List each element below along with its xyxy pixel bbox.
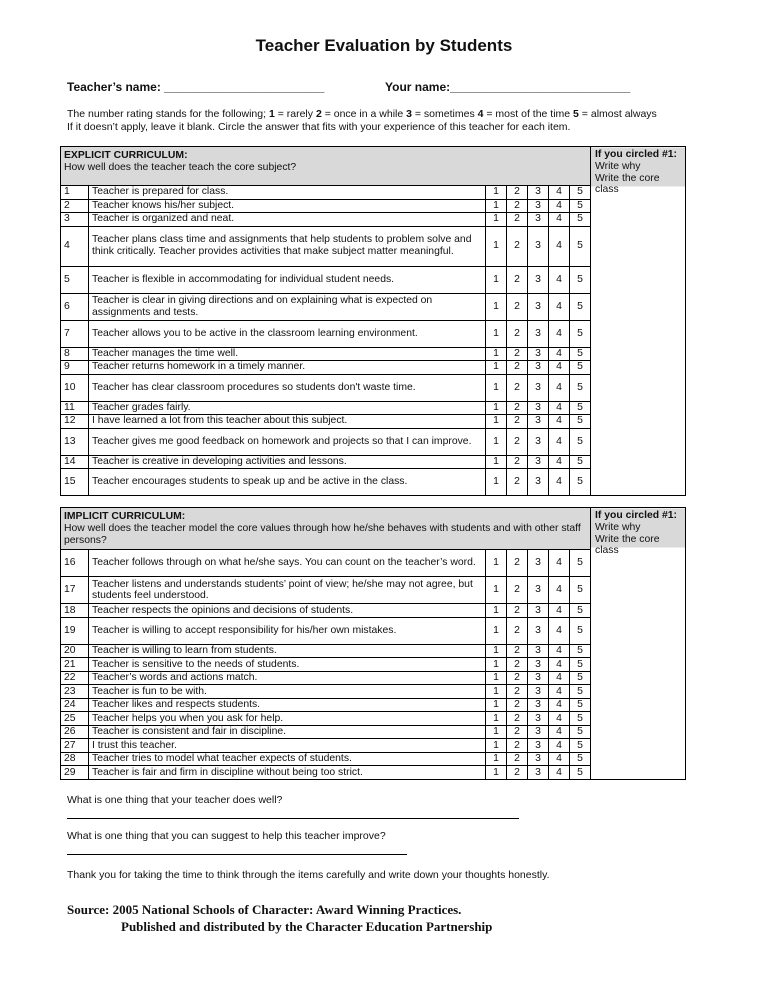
item-statement: Teacher is creative in developing activities and lessons.	[89, 455, 486, 469]
rating-option-1[interactable]: 1	[486, 550, 507, 577]
item-number: 22	[61, 671, 89, 685]
rating-option-2[interactable]: 2	[507, 361, 528, 375]
item-number: 18	[61, 604, 89, 618]
rating-option-3[interactable]: 3	[528, 226, 549, 266]
side-note-title: If you circled #1:	[595, 149, 677, 160]
rating-option-3[interactable]: 3	[528, 725, 549, 739]
rating-option-1[interactable]: 1	[486, 604, 507, 618]
rating-option-3[interactable]: 3	[528, 415, 549, 429]
rating-option-4[interactable]: 4	[549, 644, 570, 658]
rating-option-3[interactable]: 3	[528, 401, 549, 415]
rating-option-2[interactable]: 2	[507, 401, 528, 415]
item-statement: Teacher allows you to be active in the classroom learning environment.	[89, 320, 486, 347]
rating-option-2[interactable]: 2	[507, 685, 528, 699]
rating-option-2[interactable]: 2	[507, 725, 528, 739]
item-statement: Teacher has clear classroom procedures so students don't waste time.	[89, 374, 486, 401]
rating-option-5[interactable]: 5	[570, 213, 591, 227]
rating-option-2[interactable]: 2	[507, 698, 528, 712]
rating-option-3[interactable]: 3	[528, 199, 549, 213]
implicit-header-row	[61, 508, 686, 550]
item-number: 19	[61, 617, 89, 644]
rating-option-3[interactable]: 3	[528, 374, 549, 401]
rating-option-2[interactable]: 2	[507, 320, 528, 347]
rating-option-3[interactable]: 3	[528, 550, 549, 577]
item-number: 8	[61, 347, 89, 361]
rating-option-2[interactable]: 2	[507, 186, 528, 200]
item-statement: Teacher knows his/her subject.	[89, 199, 486, 213]
item-statement: Teacher’s words and actions match.	[89, 671, 486, 685]
rating-option-4[interactable]: 4	[549, 698, 570, 712]
rating-option-2[interactable]: 2	[507, 293, 528, 320]
implicit-comment-column[interactable]	[591, 508, 686, 780]
item-statement: I trust this teacher.	[89, 739, 486, 753]
rating-option-4[interactable]: 4	[549, 428, 570, 455]
item-number: 12	[61, 415, 89, 429]
rating-option-5[interactable]: 5	[570, 577, 591, 604]
rating-option-2[interactable]: 2	[507, 213, 528, 227]
instructions	[67, 108, 747, 134]
item-statement: Teacher is fun to be with.	[89, 685, 486, 699]
item-statement: Teacher is willing to learn from students.	[89, 644, 486, 658]
rating-option-4[interactable]: 4	[549, 617, 570, 644]
rating-option-5[interactable]: 5	[570, 415, 591, 429]
rating-option-2[interactable]: 2	[507, 644, 528, 658]
rating-option-4[interactable]: 4	[549, 752, 570, 766]
item-statement: Teacher is organized and neat.	[89, 213, 486, 227]
rating-option-1[interactable]: 1	[486, 320, 507, 347]
item-number: 3	[61, 213, 89, 227]
rating-option-3[interactable]: 3	[528, 712, 549, 726]
scale-num-2: 2	[315, 108, 322, 120]
scale-text-3: = sometimes	[411, 108, 478, 120]
item-number: 11	[61, 401, 89, 415]
item-number: 29	[61, 766, 89, 780]
rating-option-1[interactable]: 1	[486, 401, 507, 415]
rating-option-1[interactable]: 1	[486, 226, 507, 266]
rating-option-4[interactable]: 4	[549, 766, 570, 780]
explicit-heading: EXPLICIT CURRICULUM:	[64, 150, 188, 161]
scale-text-2: = once in a while	[321, 108, 407, 120]
answer-line-improve[interactable]	[67, 854, 407, 855]
rating-option-1[interactable]: 1	[486, 199, 507, 213]
rating-option-5[interactable]: 5	[570, 320, 591, 347]
rating-option-4[interactable]: 4	[549, 604, 570, 618]
item-statement: Teacher tries to model what teacher expects of students.	[89, 752, 486, 766]
item-statement: Teacher grades fairly.	[89, 401, 486, 415]
rating-option-5[interactable]: 5	[570, 752, 591, 766]
rating-option-5[interactable]: 5	[570, 199, 591, 213]
rating-option-2[interactable]: 2	[507, 266, 528, 293]
rating-option-5[interactable]: 5	[570, 347, 591, 361]
item-statement: Teacher helps you when you ask for help.	[89, 712, 486, 726]
item-statement: Teacher is consistent and fair in discipline.	[89, 725, 486, 739]
item-number: 21	[61, 658, 89, 672]
explicit-subheading: How well does the teacher teach the core subject?	[64, 161, 297, 173]
question-does-well: What is one thing that your teacher does well?	[67, 794, 283, 806]
rating-option-2[interactable]: 2	[507, 766, 528, 780]
rating-option-1[interactable]: 1	[486, 455, 507, 469]
rating-option-3[interactable]: 3	[528, 698, 549, 712]
rating-option-4[interactable]: 4	[549, 374, 570, 401]
rating-option-1[interactable]: 1	[486, 469, 507, 496]
rating-option-5[interactable]: 5	[570, 293, 591, 320]
rating-option-4[interactable]: 4	[549, 213, 570, 227]
rating-option-2[interactable]: 2	[507, 226, 528, 266]
scale-text-1: = rarely	[274, 108, 316, 120]
rating-option-5[interactable]: 5	[570, 428, 591, 455]
your-name-field[interactable]: Your name:___________________________	[385, 80, 631, 94]
rating-option-2[interactable]: 2	[507, 415, 528, 429]
rating-option-3[interactable]: 3	[528, 685, 549, 699]
rating-option-4[interactable]: 4	[549, 361, 570, 375]
rating-option-3[interactable]: 3	[528, 186, 549, 200]
side-note-title: If you circled #1:	[595, 510, 677, 521]
side-note-class: Write the core class	[595, 533, 660, 557]
item-number: 2	[61, 199, 89, 213]
item-statement: Teacher likes and respects students.	[89, 698, 486, 712]
scale-num-5: 5	[573, 108, 579, 120]
item-statement: Teacher manages the time well.	[89, 347, 486, 361]
item-number: 14	[61, 455, 89, 469]
explicit-header-row	[61, 147, 686, 186]
rating-option-3[interactable]: 3	[528, 469, 549, 496]
item-number: 26	[61, 725, 89, 739]
rating-option-1[interactable]: 1	[486, 725, 507, 739]
rating-option-5[interactable]: 5	[570, 604, 591, 618]
rating-option-4[interactable]: 4	[549, 401, 570, 415]
rating-option-4[interactable]: 4	[549, 725, 570, 739]
scale-num-1: 1	[268, 108, 275, 120]
rating-option-5[interactable]: 5	[570, 698, 591, 712]
rating-option-5[interactable]: 5	[570, 658, 591, 672]
rating-option-1[interactable]: 1	[486, 213, 507, 227]
rating-option-2[interactable]: 2	[507, 577, 528, 604]
explicit-comment-column[interactable]	[591, 147, 686, 496]
implicit-curriculum-table	[60, 507, 686, 780]
rating-option-3[interactable]: 3	[528, 739, 549, 753]
item-statement: I have learned a lot from this teacher about this subject.	[89, 415, 486, 429]
rating-option-2[interactable]: 2	[507, 604, 528, 618]
rating-option-3[interactable]: 3	[528, 752, 549, 766]
item-statement: Teacher gives me good feedback on homework and projects so that I can improve.	[89, 428, 486, 455]
item-statement: Teacher is willing to accept responsibility for his/her own mistakes.	[89, 617, 486, 644]
item-statement: Teacher follows through on what he/she says. You can count on the teacher’s word.	[89, 550, 486, 577]
explicit-curriculum-table	[60, 146, 686, 496]
item-statement: Teacher is fair and firm in discipline without being too strict.	[89, 766, 486, 780]
item-statement: Teacher respects the opinions and decisions of students.	[89, 604, 486, 618]
item-statement: Teacher is prepared for class.	[89, 186, 486, 200]
rating-option-1[interactable]: 1	[486, 374, 507, 401]
rating-option-4[interactable]: 4	[549, 550, 570, 577]
rating-option-3[interactable]: 3	[528, 266, 549, 293]
item-number: 23	[61, 685, 89, 699]
item-number: 5	[61, 266, 89, 293]
side-note-why: Write why	[595, 160, 641, 172]
rating-option-5[interactable]: 5	[570, 469, 591, 496]
rating-option-5[interactable]: 5	[570, 739, 591, 753]
rating-option-4[interactable]: 4	[549, 226, 570, 266]
question-improve: What is one thing that you can suggest to help this teacher improve?	[67, 830, 386, 842]
rating-option-4[interactable]: 4	[549, 577, 570, 604]
rating-option-5[interactable]: 5	[570, 401, 591, 415]
rating-option-5[interactable]: 5	[570, 671, 591, 685]
source-line-2: Published and distributed by the Character Education Partnership	[121, 919, 493, 934]
scale-text-4: = most of the time	[483, 108, 574, 120]
rating-option-2[interactable]: 2	[507, 455, 528, 469]
item-statement: Teacher is flexible in accommodating for individual student needs.	[89, 266, 486, 293]
item-number: 13	[61, 428, 89, 455]
rating-option-1[interactable]: 1	[486, 577, 507, 604]
scale-prefix: The number rating stands for the following;	[67, 108, 269, 120]
rating-option-1[interactable]: 1	[486, 293, 507, 320]
rating-option-4[interactable]: 4	[549, 739, 570, 753]
rating-option-5[interactable]: 5	[570, 617, 591, 644]
rating-option-2[interactable]: 2	[507, 428, 528, 455]
rating-option-2[interactable]: 2	[507, 739, 528, 753]
rating-option-5[interactable]: 5	[570, 644, 591, 658]
rating-option-3[interactable]: 3	[528, 213, 549, 227]
rating-option-1[interactable]: 1	[486, 671, 507, 685]
rating-option-5[interactable]: 5	[570, 374, 591, 401]
rating-option-4[interactable]: 4	[549, 685, 570, 699]
rating-option-3[interactable]: 3	[528, 617, 549, 644]
source-line-1: Source: 2005 National Schools of Character: Award Winning Practices.	[67, 902, 462, 917]
rating-option-2[interactable]: 2	[507, 617, 528, 644]
rating-option-3[interactable]: 3	[528, 671, 549, 685]
rating-option-1[interactable]: 1	[486, 347, 507, 361]
scale-num-4: 4	[477, 108, 484, 120]
rating-option-1[interactable]: 1	[486, 415, 507, 429]
rating-option-1[interactable]: 1	[486, 186, 507, 200]
scale-text-5: = almost always	[578, 108, 657, 120]
rating-option-4[interactable]: 4	[549, 293, 570, 320]
rating-option-1[interactable]: 1	[486, 752, 507, 766]
rating-option-5[interactable]: 5	[570, 766, 591, 780]
rating-option-5[interactable]: 5	[570, 186, 591, 200]
item-number: 20	[61, 644, 89, 658]
implicit-header	[61, 508, 591, 550]
rating-option-1[interactable]: 1	[486, 739, 507, 753]
rating-option-2[interactable]: 2	[507, 469, 528, 496]
rating-option-3[interactable]: 3	[528, 361, 549, 375]
rating-option-4[interactable]: 4	[549, 712, 570, 726]
rating-option-2[interactable]: 2	[507, 658, 528, 672]
teacher-name-field[interactable]: Teacher’s name: ________________________	[67, 80, 325, 94]
rating-option-1[interactable]: 1	[486, 712, 507, 726]
instructions-line-2: If it doesn’t apply, leave it blank. Circle the answer that fits with your experience of this teacher for each item.	[67, 121, 571, 133]
rating-option-2[interactable]: 2	[507, 199, 528, 213]
rating-option-3[interactable]: 3	[528, 320, 549, 347]
rating-option-4[interactable]: 4	[549, 658, 570, 672]
rating-option-3[interactable]: 3	[528, 644, 549, 658]
item-number: 4	[61, 226, 89, 266]
item-number: 6	[61, 293, 89, 320]
rating-option-3[interactable]: 3	[528, 293, 549, 320]
rating-option-5[interactable]: 5	[570, 685, 591, 699]
rating-option-4[interactable]: 4	[549, 671, 570, 685]
rating-option-2[interactable]: 2	[507, 550, 528, 577]
rating-option-1[interactable]: 1	[486, 766, 507, 780]
rating-option-2[interactable]: 2	[507, 671, 528, 685]
item-number: 28	[61, 752, 89, 766]
rating-option-3[interactable]: 3	[528, 455, 549, 469]
rating-option-3[interactable]: 3	[528, 347, 549, 361]
rating-option-3[interactable]: 3	[528, 604, 549, 618]
rating-option-1[interactable]: 1	[486, 644, 507, 658]
rating-scale-line	[67, 108, 747, 121]
rating-option-1[interactable]: 1	[486, 266, 507, 293]
answer-line-does-well[interactable]	[67, 818, 519, 819]
item-number: 1	[61, 186, 89, 200]
rating-option-4[interactable]: 4	[549, 199, 570, 213]
item-number: 16	[61, 550, 89, 577]
rating-option-3[interactable]: 3	[528, 658, 549, 672]
rating-option-5[interactable]: 5	[570, 725, 591, 739]
rating-option-5[interactable]: 5	[570, 361, 591, 375]
rating-option-1[interactable]: 1	[486, 698, 507, 712]
scale-num-3: 3	[406, 108, 412, 120]
item-number: 27	[61, 739, 89, 753]
implicit-subheading: How well does the teacher model the core values through how he/she behaves with students and with other staff persons?	[64, 522, 581, 546]
rating-option-5[interactable]: 5	[570, 712, 591, 726]
rating-option-4[interactable]: 4	[549, 266, 570, 293]
rating-option-5[interactable]: 5	[570, 266, 591, 293]
document-title: Teacher Evaluation by Students	[255, 36, 513, 55]
item-number: 24	[61, 698, 89, 712]
item-number: 15	[61, 469, 89, 496]
rating-option-5[interactable]: 5	[570, 550, 591, 577]
rating-option-4[interactable]: 4	[549, 347, 570, 361]
rating-option-1[interactable]: 1	[486, 685, 507, 699]
rating-option-2[interactable]: 2	[507, 712, 528, 726]
item-statement: Teacher is sensitive to the needs of students.	[89, 658, 486, 672]
side-note-why: Write why	[595, 521, 641, 533]
rating-option-4[interactable]: 4	[549, 469, 570, 496]
rating-option-3[interactable]: 3	[528, 577, 549, 604]
side-note-class: Write the core class	[595, 172, 660, 196]
item-number: 17	[61, 577, 89, 604]
rating-option-1[interactable]: 1	[486, 361, 507, 375]
explicit-header	[61, 147, 591, 186]
item-statement: Teacher encourages students to speak up and be active in the class.	[89, 469, 486, 496]
item-statement: Teacher plans class time and assignments that help students to problem solve and think critically. Teacher provides activities that make subject matter meaningful.	[89, 226, 486, 266]
implicit-heading: IMPLICIT CURRICULUM:	[64, 511, 186, 522]
rating-option-4[interactable]: 4	[549, 186, 570, 200]
rating-option-4[interactable]: 4	[549, 320, 570, 347]
rating-option-4[interactable]: 4	[549, 415, 570, 429]
thank-you-note: Thank you for taking the time to think through the items carefully and write down your thoughts honestly.	[67, 869, 550, 881]
item-number: 10	[61, 374, 89, 401]
item-number: 25	[61, 712, 89, 726]
item-statement: Teacher listens and understands students’ point of view; he/she may not agree, but students feel understood.	[89, 577, 486, 604]
rating-option-4[interactable]: 4	[549, 455, 570, 469]
rating-option-2[interactable]: 2	[507, 374, 528, 401]
rating-option-5[interactable]: 5	[570, 455, 591, 469]
rating-option-2[interactable]: 2	[507, 347, 528, 361]
rating-option-3[interactable]: 3	[528, 766, 549, 780]
item-statement: Teacher is clear in giving directions and on explaining what is expected on assignments and tests.	[89, 293, 486, 320]
rating-option-5[interactable]: 5	[570, 226, 591, 266]
item-number: 9	[61, 361, 89, 375]
rating-option-3[interactable]: 3	[528, 428, 549, 455]
item-statement: Teacher returns homework in a timely manner.	[89, 361, 486, 375]
item-number: 7	[61, 320, 89, 347]
rating-option-1[interactable]: 1	[486, 617, 507, 644]
rating-option-2[interactable]: 2	[507, 752, 528, 766]
rating-option-1[interactable]: 1	[486, 658, 507, 672]
rating-option-1[interactable]: 1	[486, 428, 507, 455]
